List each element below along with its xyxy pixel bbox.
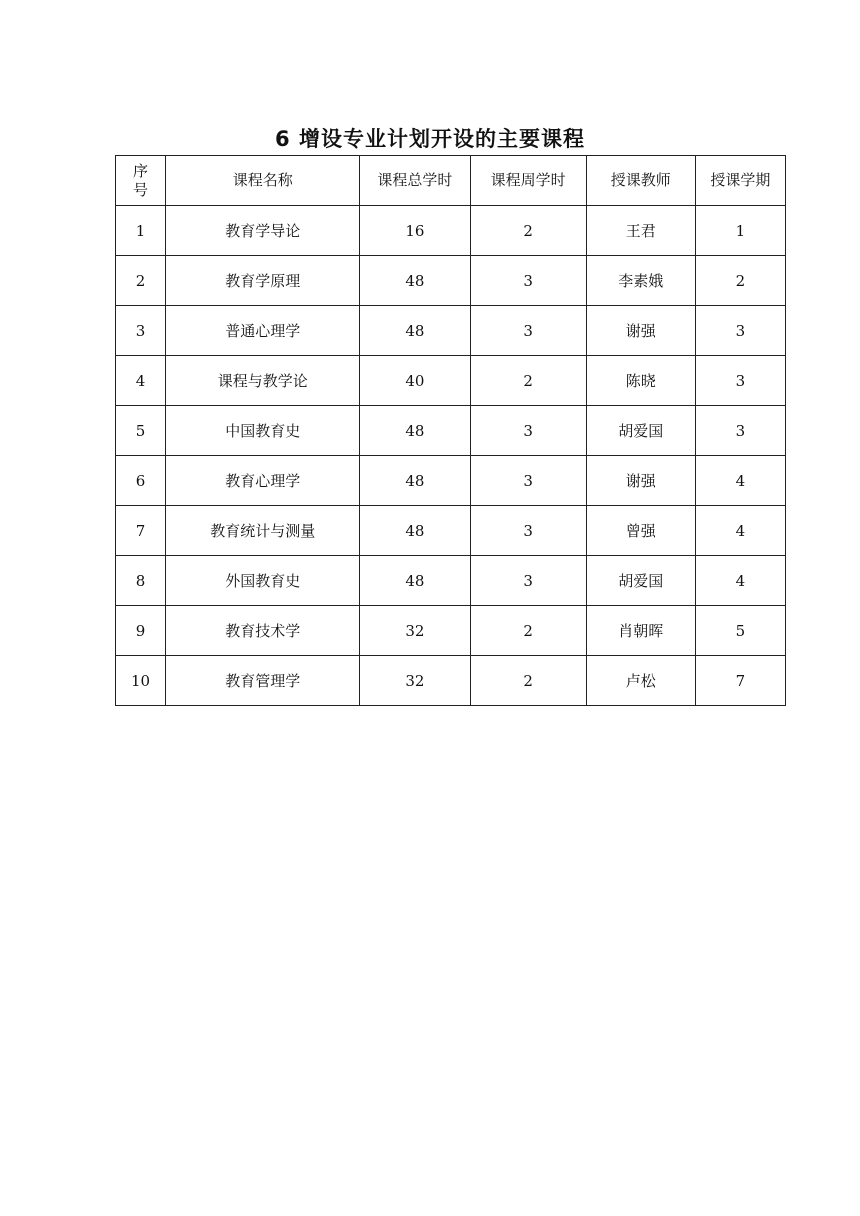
- cell-no: 5: [116, 406, 166, 456]
- cell-weekly-hours: 3: [470, 556, 586, 606]
- cell-total-hours: 32: [360, 656, 470, 706]
- cell-no: 2: [116, 256, 166, 306]
- cell-term: 5: [695, 606, 785, 656]
- header-weekly-hours: 课程周学时: [470, 156, 586, 206]
- cell-total-hours: 48: [360, 306, 470, 356]
- cell-teacher: 谢强: [586, 306, 695, 356]
- table-row: [116, 656, 786, 706]
- cell-teacher: 胡爱国: [586, 406, 695, 456]
- cell-teacher: 曾强: [586, 506, 695, 556]
- cell-teacher: 肖朝晖: [586, 606, 695, 656]
- cell-term: 4: [695, 556, 785, 606]
- cell-no: 1: [116, 206, 166, 256]
- cell-course-name: 教育心理学: [166, 456, 360, 506]
- cell-weekly-hours: 2: [470, 356, 586, 406]
- cell-weekly-hours: 3: [470, 406, 586, 456]
- cell-teacher: 李素娥: [586, 256, 695, 306]
- cell-no: 6: [116, 456, 166, 506]
- cell-course-name: 课程与教学论: [166, 356, 360, 406]
- cell-term: 1: [695, 206, 785, 256]
- header-no-line1: 序: [133, 161, 149, 180]
- cell-course-name: 普通心理学: [166, 306, 360, 356]
- cell-teacher: 陈晓: [586, 356, 695, 406]
- cell-no: 3: [116, 306, 166, 356]
- cell-course-name: 外国教育史: [166, 556, 360, 606]
- cell-term: 3: [695, 306, 785, 356]
- cell-weekly-hours: 3: [470, 256, 586, 306]
- header-total-hours: 课程总学时: [360, 156, 470, 206]
- cell-course-name: 教育管理学: [166, 656, 360, 706]
- cell-course-name: 教育技术学: [166, 606, 360, 656]
- cell-no: 10: [116, 656, 166, 706]
- cell-teacher: 谢强: [586, 456, 695, 506]
- cell-term: 4: [695, 456, 785, 506]
- cell-no: 9: [116, 606, 166, 656]
- cell-weekly-hours: 2: [470, 656, 586, 706]
- course-table: [115, 155, 786, 706]
- cell-no: 4: [116, 356, 166, 406]
- cell-total-hours: 40: [360, 356, 470, 406]
- header-row: [116, 156, 786, 206]
- cell-term: 3: [695, 356, 785, 406]
- cell-no: 8: [116, 556, 166, 606]
- cell-weekly-hours: 3: [470, 506, 586, 556]
- cell-total-hours: 48: [360, 256, 470, 306]
- cell-weekly-hours: 2: [470, 206, 586, 256]
- cell-weekly-hours: 3: [470, 456, 586, 506]
- cell-teacher: 胡爱国: [586, 556, 695, 606]
- header-course-name: 课程名称: [166, 156, 360, 206]
- cell-term: 2: [695, 256, 785, 306]
- cell-course-name: 中国教育史: [166, 406, 360, 456]
- table-row: [116, 406, 786, 456]
- table-row: [116, 506, 786, 556]
- header-no-line2: 号: [133, 180, 149, 199]
- cell-no: 7: [116, 506, 166, 556]
- table-row: [116, 306, 786, 356]
- cell-course-name: 教育统计与测量: [166, 506, 360, 556]
- table-row: [116, 256, 786, 306]
- cell-course-name: 教育学导论: [166, 206, 360, 256]
- cell-course-name: 教育学原理: [166, 256, 360, 306]
- cell-total-hours: 16: [360, 206, 470, 256]
- cell-term: 3: [695, 406, 785, 456]
- cell-term: 4: [695, 506, 785, 556]
- cell-total-hours: 48: [360, 456, 470, 506]
- table-row: [116, 606, 786, 656]
- cell-term: 7: [695, 656, 785, 706]
- cell-total-hours: 32: [360, 606, 470, 656]
- page-title: 6 增设专业计划开设的主要课程: [275, 127, 585, 152]
- table-row: [116, 556, 786, 606]
- header-teacher: 授课教师: [586, 156, 695, 206]
- cell-weekly-hours: 2: [470, 606, 586, 656]
- table-row: [116, 206, 786, 256]
- table-row: [116, 356, 786, 406]
- header-term: 授课学期: [695, 156, 785, 206]
- cell-total-hours: 48: [360, 406, 470, 456]
- cell-teacher: 王君: [586, 206, 695, 256]
- table-row: [116, 456, 786, 506]
- header-no: [116, 156, 166, 206]
- cell-total-hours: 48: [360, 556, 470, 606]
- cell-total-hours: 48: [360, 506, 470, 556]
- cell-weekly-hours: 3: [470, 306, 586, 356]
- cell-teacher: 卢松: [586, 656, 695, 706]
